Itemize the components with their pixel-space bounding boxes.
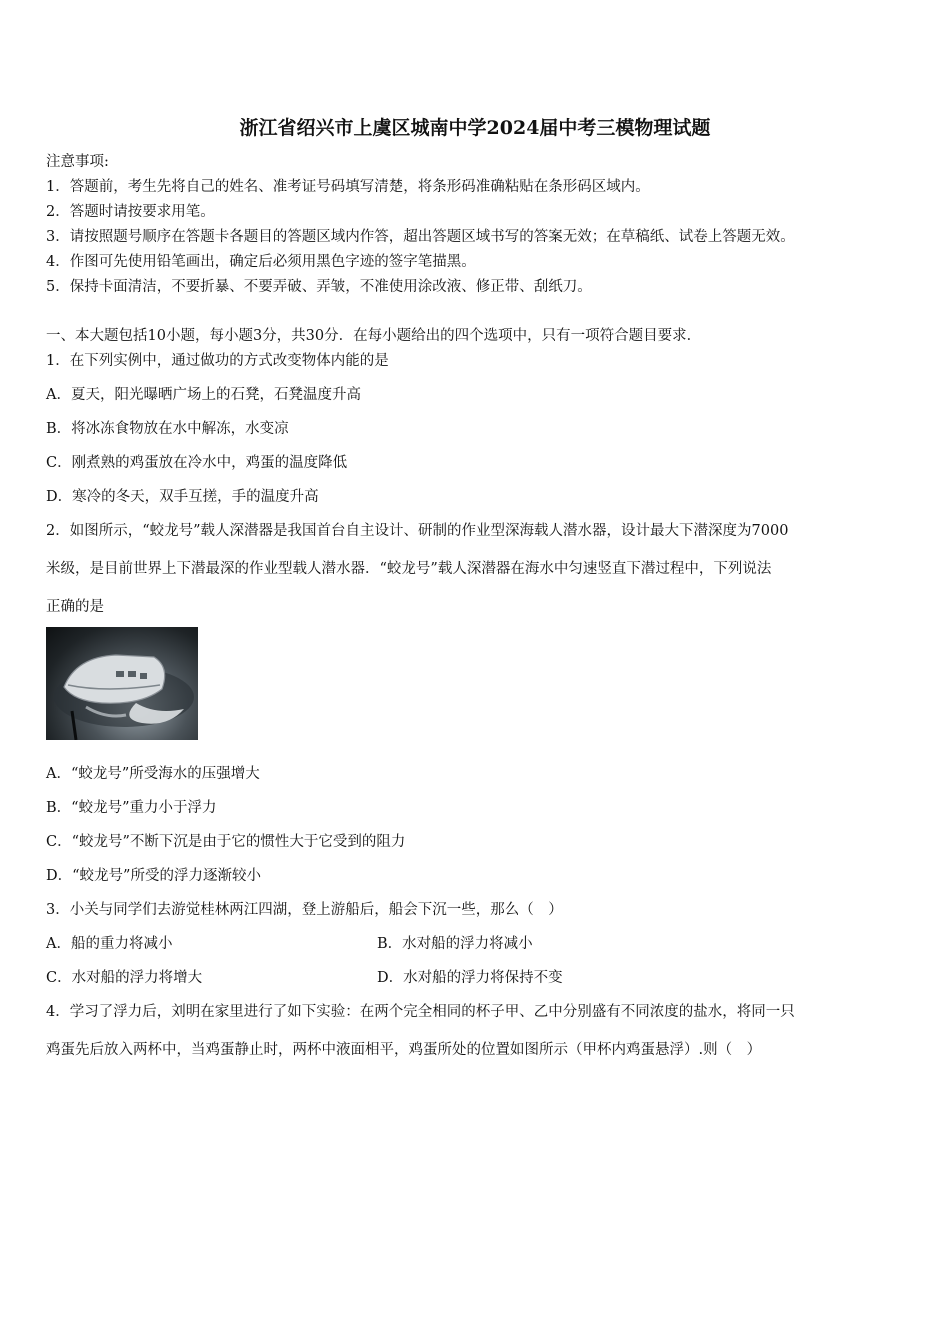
q3-option-a: A．船的重力将减小 bbox=[46, 936, 173, 952]
q2-option-b: B．“蛟龙号”重力小于浮力 bbox=[46, 800, 217, 816]
q2-option-d: D．“蛟龙号”所受的浮力逐渐较小 bbox=[46, 868, 261, 884]
notice-heading: 注意事项: bbox=[46, 154, 109, 170]
q2-option-c: C．“蛟龙号”不断下沉是由于它的惯性大于它受到的阻力 bbox=[46, 834, 406, 850]
question-1-stem: 1．在下列实例中，通过做功的方式改变物体内能的是 bbox=[46, 353, 389, 369]
q1-option-d: D．寒冷的冬天，双手互搓，手的温度升高 bbox=[46, 489, 319, 505]
notice-item: 3．请按照题号顺序在答题卡各题目的答题区域内作答，超出答题区域书写的答案无效；在草稿纸、试卷上答题无效。 bbox=[46, 229, 795, 245]
notice-item: 4．作图可先使用铅笔画出，确定后必须用黑色字迹的签字笔描黑。 bbox=[46, 254, 476, 270]
question-2-stem: 米级，是目前世界上下潜最深的作业型载人潜水器．“蛟龙号”载人深潜器在海水中匀速竖直下潜过程中，下列说法 bbox=[46, 561, 772, 577]
jiaolong-submersible-photo bbox=[46, 627, 198, 740]
question-2-stem: 正确的是 bbox=[46, 599, 104, 615]
question-3-stem: 3．小关与同学们去游觉桂林两江四湖，登上游船后，船会下沉一些，那么（ ） bbox=[46, 902, 563, 918]
q1-option-a: A．夏天，阳光曝晒广场上的石凳，石凳温度升高 bbox=[46, 387, 361, 403]
section-heading: 一、本大题包括10小题，每小题3分，共30分．在每小题给出的四个选项中，只有一项符合题目要求． bbox=[46, 328, 702, 344]
q2-option-a: A．“蛟龙号”所受海水的压强增大 bbox=[46, 766, 260, 782]
q1-option-c: C．刚煮熟的鸡蛋放在冷水中，鸡蛋的温度降低 bbox=[46, 455, 348, 471]
page-title: 浙江省绍兴市上虞区城南中学2024届中考三模物理试题 bbox=[239, 117, 711, 139]
question-4-stem: 鸡蛋先后放入两杯中，当鸡蛋静止时，两杯中液面相平，鸡蛋所处的位置如图所示（甲杯内鸡蛋悬浮）.则（ ） bbox=[46, 1042, 762, 1058]
notice-item: 2．答题时请按要求用笔。 bbox=[46, 204, 215, 220]
question-4-stem: 4．学习了浮力后，刘明在家里进行了如下实验：在两个完全相同的杯子甲、乙中分别盛有不同浓度的盐水，将同一只 bbox=[46, 1004, 795, 1020]
q3-option-d: D．水对船的浮力将保持不变 bbox=[377, 970, 563, 986]
q3-option-b: B．水对船的浮力将减小 bbox=[377, 936, 533, 952]
notice-item: 1．答题前，考生先将自己的姓名、准考证号码填写清楚，将条形码准确粘贴在条形码区域内。 bbox=[46, 179, 650, 195]
q1-option-b: B．将冰冻食物放在水中解冻，水变凉 bbox=[46, 421, 289, 437]
q3-option-c: C．水对船的浮力将增大 bbox=[46, 970, 203, 986]
question-2-stem: 2．如图所示，“蛟龙号”载人深潜器是我国首台自主设计、研制的作业型深海载人潜水器，设计最大下潜深度为7000 bbox=[46, 523, 789, 539]
submersible-illustration bbox=[46, 627, 198, 740]
notice-item: 5．保持卡面清洁，不要折暴、不要弄破、弄皱，不准使用涂改液、修正带、刮纸刀。 bbox=[46, 279, 592, 295]
